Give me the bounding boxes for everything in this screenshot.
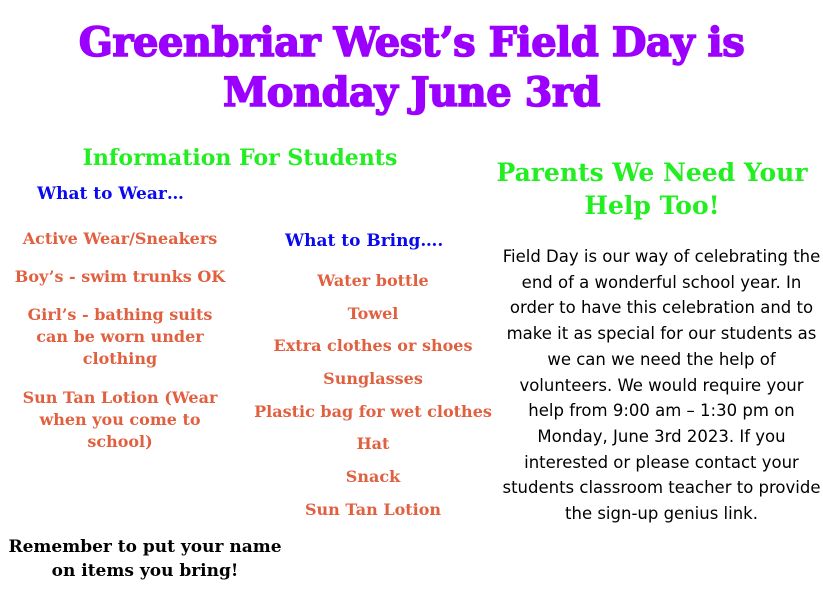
what-to-bring-heading: What to Bring….	[285, 231, 444, 251]
bring-item: Water bottle	[317, 271, 429, 290]
bring-item: Sunglasses	[323, 369, 423, 389]
flyer-title	[0, 18, 823, 118]
parents-heading	[478, 156, 823, 222]
what-to-wear-heading: What to Wear…	[37, 184, 184, 204]
wear-item: Girl’s - bathing suits can be worn under clothing	[27, 305, 213, 368]
reminder-note: Remember to put your name on items you bring!	[8, 537, 282, 581]
bring-item: Hat	[356, 434, 390, 454]
parents-heading-text: Parents We Need Your Help Too!	[496, 158, 808, 220]
bring-item: Snack	[345, 467, 401, 487]
students-heading: Information For Students	[82, 145, 398, 171]
flyer-title-line-1: Greenbriar West’s Field Day is	[78, 19, 745, 66]
wear-item: Boy’s - swim trunks OK	[14, 267, 226, 286]
flyer-title-line-2: Monday June 3rd	[223, 69, 600, 116]
what-to-wear-list	[0, 228, 240, 470]
wear-item: Sun Tan Lotion (Wear when you come to school)	[22, 388, 218, 451]
bring-item: Sun Tan Lotion	[304, 499, 442, 519]
bring-item: Extra clothes or shoes	[273, 336, 473, 356]
bring-item: Towel	[347, 303, 399, 323]
parents-body-text: Field Day is our way of celebrating the end of a wonderful school year. In order to have this celebration and to make it as special for our students as we can we need the help of volunteers. We would require your help from 9:00 am – 1:30 pm on Monday, June 3rd 2023. If you interested or please contact your students classroom teacher to provide the sign-up genius link.	[502, 247, 821, 524]
wear-item: Active Wear/Sneakers	[22, 229, 218, 248]
what-to-bring-list	[242, 270, 504, 532]
bring-item: Plastic bag for wet clothes	[254, 401, 492, 421]
